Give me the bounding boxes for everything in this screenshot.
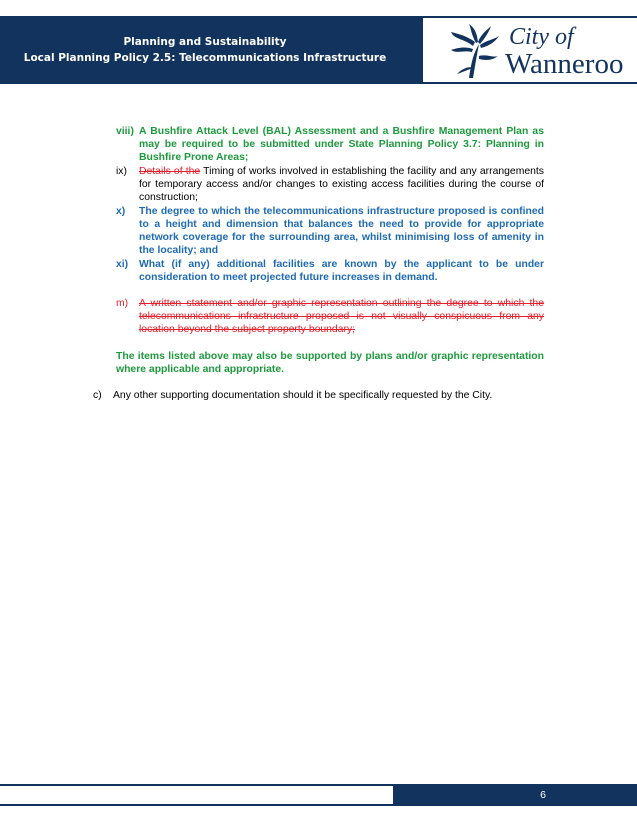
- list-item-xi: [116, 258, 544, 284]
- list-item-x: [116, 205, 544, 257]
- supporting-note: The items listed above may also be supported by plans and/or graphic representation where applicable and appropriate.: [116, 351, 544, 375]
- list-item-number: x): [116, 206, 126, 217]
- list-item-ix: [116, 165, 544, 204]
- logo-name-text: Wanneroo: [505, 48, 624, 80]
- kangaroo-paw-logo-icon: [449, 24, 499, 78]
- list-item-text: A written statement and/or graphic representation outlining the degree to which the telecommunications infrastructure proposed is not visually conspicuous from any location beyond the subject property boundary;: [139, 298, 544, 335]
- city-logo: [423, 18, 637, 82]
- list-item-number: c): [93, 390, 102, 401]
- list-item-number: m): [116, 298, 129, 309]
- footer-white-panel: [0, 786, 393, 804]
- list-item-viii: [116, 125, 544, 164]
- list-item-number: xi): [116, 259, 129, 270]
- list-item-text-wrapper: [139, 165, 544, 204]
- list-item-number: viii): [116, 126, 134, 137]
- page-number: 6: [540, 789, 546, 801]
- list-item-text: Any other supporting documentation should it be specifically requested by the City.: [113, 390, 493, 401]
- list-item-text: The degree to which the telecommunications infrastructure proposed is confined to a height and dimension that balances the need to provide for appropriate network coverage for the surrounding area, whilst minimising loss of amenity in the locality; and: [139, 206, 544, 256]
- deleted-text: Details of the: [139, 166, 201, 177]
- logo-city-text: City of: [509, 24, 574, 50]
- header-policy-title: Local Planning Policy 2.5: Telecommunications Infrastructure: [23, 52, 387, 64]
- list-item-text: Timing of works involved in establishing the facility and any arrangements for temporary access and/or changes to existing access facilities during the course of construction;: [139, 166, 544, 203]
- header-department: Planning and Sustainability: [123, 36, 287, 48]
- list-item-m-deleted: [116, 297, 544, 336]
- list-item-text: A Bushfire Attack Level (BAL) Assessment and a Bushfire Management Plan as may be required to be submitted under State Planning Policy 3.7: Planning in Bushfire Prone Areas;: [139, 126, 544, 163]
- list-item-number: ix): [116, 166, 127, 177]
- list-item-c: [93, 389, 553, 402]
- header-title: [0, 16, 410, 84]
- list-item-text: What (if any) additional facilities are known by the applicant to be under consideration to meet projected future increases in demand.: [139, 259, 544, 283]
- header-divider: [0, 84, 637, 88]
